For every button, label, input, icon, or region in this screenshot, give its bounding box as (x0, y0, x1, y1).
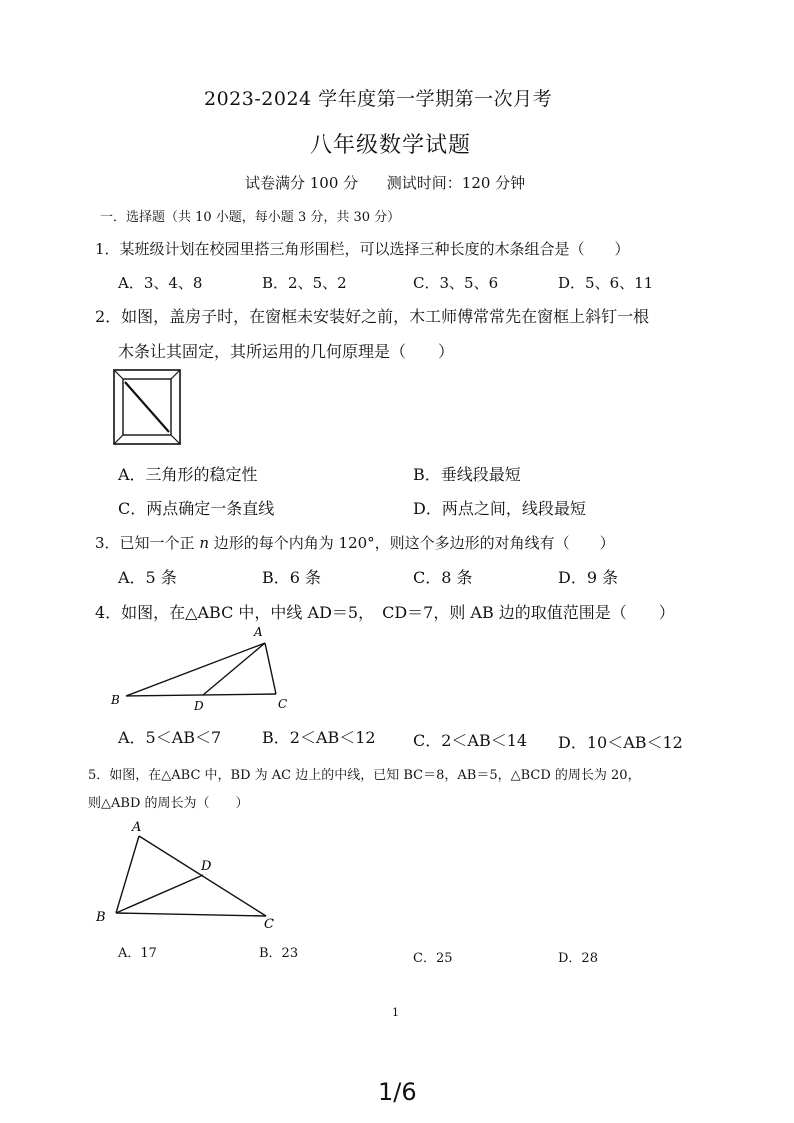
label-d: D (194, 699, 204, 712)
question-3-stem-part2: 边形的每个内角为 120°，则这个多边形的对角线有（ ） (208, 534, 615, 552)
question-3-variable-n: n (199, 534, 209, 552)
question-5-option-a: A．17 (118, 946, 157, 961)
question-2-stem-line2: 木条让其固定，其所运用的几何原理是（ ） (118, 342, 455, 361)
label-a: A (254, 625, 263, 639)
question-3-option-c: C．8 条 (413, 568, 473, 587)
question-3-option-b: B．6 条 (262, 568, 322, 587)
question-4-stem: 4．如图，在△ABC 中，中线 AD＝5， CD＝7，则 AB 边的取值范围是（ ） (95, 603, 675, 622)
exam-info: 试卷满分 100 分 测试时间：120 分钟 (245, 174, 526, 192)
label-b: B (96, 910, 106, 925)
label-c: C (264, 917, 274, 932)
question-3-stem (95, 532, 615, 553)
question-2-option-b: B．垂线段最短 (413, 465, 521, 484)
printed-page-number: 1 (392, 1006, 399, 1019)
section-heading: 一．选择题（共 10 小题，每小题 3 分，共 30 分） (100, 210, 401, 225)
label-b: B (111, 693, 120, 707)
label-a: A (132, 820, 142, 835)
question-1-option-d: D．5、6、11 (558, 274, 654, 292)
question-1-option-b: B．2、5、2 (262, 274, 347, 292)
label-c: C (278, 697, 288, 711)
question-5-option-c: C．25 (413, 951, 453, 966)
question-2-option-c: C．两点确定一条直线 (118, 499, 275, 518)
question-1-option-c: C．3、5、6 (413, 274, 499, 292)
question-4-option-a: A．5＜AB＜7 (118, 728, 222, 747)
question-4-option-d: D．10＜AB＜12 (558, 733, 683, 752)
question-4-option-b: B．2＜AB＜12 (262, 728, 376, 747)
question-3-option-d: D．9 条 (558, 568, 619, 587)
window-frame-figure (112, 368, 184, 448)
question-2-option-d: D．两点之间，线段最短 (413, 499, 586, 518)
viewer-page-indicator: 1/6 (378, 1078, 417, 1106)
question-3-stem-part1: 3．已知一个正 (95, 534, 200, 552)
exam-subtitle: 八年级数学试题 (310, 133, 472, 158)
question-5-stem-line1: 5．如图，在△ABC 中，BD 为 AC 边上的中线，已知 BC＝8，AB＝5，△BCD 的周长为 20， (88, 768, 641, 783)
question-2-option-a: A．三角形的稳定性 (118, 465, 258, 484)
question-4-option-c: C．2＜AB＜14 (413, 731, 528, 750)
question-1-option-a: A．3、4、8 (118, 274, 203, 292)
triangle-abc-figure-q5 (90, 818, 290, 933)
question-3-option-a: A．5 条 (118, 568, 177, 587)
question-2-stem-line1: 2．如图，盖房子时，在窗框未安装好之前，木工师傅常常先在窗框上斜钉一根 (95, 307, 650, 326)
exam-title: 2023-2024 学年度第一学期第一次月考 (204, 88, 553, 110)
question-5-option-d: D．28 (558, 951, 598, 966)
question-5-stem-line2: 则△ABD 的周长为（ ） (88, 796, 249, 811)
label-d: D (201, 859, 212, 874)
question-5-option-b: B．23 (259, 946, 299, 961)
question-1-stem: 1．某班级计划在校园里搭三角形围栏，可以选择三种长度的木条组合是（ ） (95, 240, 630, 258)
triangle-abc-figure-q4 (108, 622, 298, 712)
